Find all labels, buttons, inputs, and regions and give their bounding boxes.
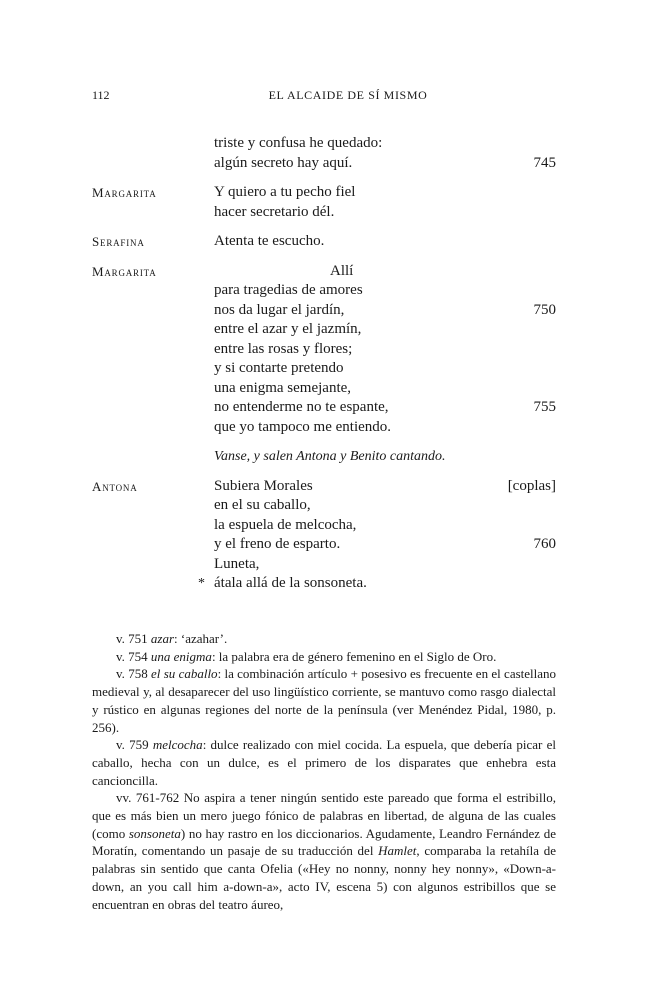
verse-text: Y quiero a tu pecho fiel: [214, 184, 356, 200]
footnote-term: melcocha: [152, 737, 203, 753]
footnote: [92, 630, 556, 648]
verse-line: [92, 555, 556, 575]
verse-line: [92, 232, 556, 252]
running-title: EL ALCAIDE DE SÍ MISMO: [268, 88, 428, 102]
play-text: [92, 134, 556, 594]
speaker-name: Margarita: [92, 263, 157, 279]
footnote-term: Hamlet: [378, 843, 417, 859]
verse-text: algún secreto hay aquí.: [214, 154, 353, 171]
verse-text: que yo tampoco me entiendo.: [214, 418, 392, 435]
verse-text: y si contarte pretendo: [214, 360, 344, 376]
verse-line: [92, 535, 556, 555]
footnote-ref: v. 759: [116, 737, 149, 753]
verse-line: [92, 320, 556, 340]
verse-line: [92, 359, 556, 379]
footnote-term: el su caballo: [151, 666, 218, 682]
verse-line: [92, 398, 556, 418]
verse-text: la espuela de melcocha,: [214, 516, 357, 533]
footnote-text: : la palabra era de género femenino en el Siglo de Oro.: [211, 648, 497, 664]
verse-line: [92, 477, 556, 497]
verse-text: no entenderme no te espante,: [214, 399, 389, 415]
footnote-term: sonsoneta: [128, 825, 181, 841]
verse-line: [92, 340, 556, 360]
speech-block: [92, 477, 556, 594]
page-header: [92, 88, 556, 104]
verse-line: [92, 574, 556, 594]
footnote: [92, 648, 556, 666]
footnote-ref: v. 754: [116, 648, 148, 664]
footnote-term: una enigma: [150, 648, 212, 664]
verse-text: una enigma semejante,: [214, 379, 352, 396]
footnote: [92, 665, 556, 736]
verse-line: [92, 203, 556, 223]
verse-text: hacer secretario dél.: [214, 203, 335, 220]
verse-text: y el freno de esparto.: [214, 536, 341, 552]
footnotes: [92, 630, 556, 913]
asterisk-mark: *: [198, 576, 205, 591]
verse-line: [92, 496, 556, 516]
speech-block: [92, 262, 556, 467]
speaker-name: Serafina: [92, 234, 145, 249]
verse-text: entre las rosas y flores;: [214, 340, 353, 357]
footnote-text: : la combinación artículo + posesivo es frecuente en el castellano medieval y, al desaparecer del uso lingüístico corriente, se mantuvo como rasgo dialectal y rústico en algunas regiones del norte de la península (ver Menéndez Pidal, 1980, p. 256).: [92, 666, 557, 735]
verse-line: [92, 183, 556, 203]
speaker-name: Antona: [92, 478, 138, 494]
verse-text: nos da lugar el jardín,: [214, 301, 345, 318]
speaker-name: Margarita: [92, 185, 157, 200]
footnote-ref: vv. 761-762: [116, 790, 180, 806]
verse-line: [92, 262, 556, 282]
verse-text: Subiera Morales: [214, 477, 313, 494]
verse-text: en el su caballo,: [214, 497, 311, 513]
speech-block: [92, 183, 556, 222]
page-number: 112: [92, 88, 110, 102]
verse-text: Atenta te escucho.: [214, 233, 325, 249]
verse-line: [92, 281, 556, 301]
speech-block: [92, 232, 556, 252]
speech-block: [92, 134, 556, 173]
verse-line: [92, 379, 556, 399]
footnote-text: : ‘azahar’.: [174, 631, 228, 646]
verse-text: para tragedias de amores: [214, 282, 363, 298]
footnote-text: No aspira a tener ningún sentido este pareado que forma el estribillo, que es más bien un mero juego fónico de palabras en libertad, de alguna de las cuales (como: [92, 790, 556, 841]
verse-text: Allí: [330, 262, 354, 279]
footnote-term: azar: [150, 631, 175, 646]
verse-line: [92, 154, 556, 174]
footnote: [92, 789, 556, 913]
stage-direction: Vanse, y salen Antona y Benito cantando.: [214, 449, 446, 464]
verse-number: [coplas]: [507, 477, 556, 494]
verse-text: Luneta,: [214, 555, 260, 572]
footnote-text: : dulce realizado con miel cocida. La espuela, que debería picar el caballo, hecha con un dulce, es el primero de los disparates que enhebra esta cancioncilla.: [92, 737, 556, 788]
verse-text: triste y confusa he quedado:: [214, 135, 383, 151]
verse-line: [92, 418, 556, 438]
footnote-text: ) no hay rastro en los diccionarios. Agudamente, Leandro Fernández de Moratín, comentando un pasaje de su traducción del: [92, 825, 556, 859]
footnote-text: , comparaba la retahíla de palabras sin sentido que canta Ofelia («Hey no nonny, nonny hey nonny», «Down-a-down, an you call him a-down-a», acto IV, escena 5) con algunos estribillos que se encuentran en obras del teatro áureo,: [92, 843, 556, 912]
verse-line: [92, 516, 556, 536]
verse-number: 760: [533, 536, 556, 552]
verse-number: 745: [533, 154, 556, 171]
footnote-ref: v. 758: [116, 666, 148, 682]
verse-number: 755: [533, 399, 556, 415]
verse-text: átala allá de la sonsoneta.: [214, 575, 367, 591]
verse-line: [92, 301, 556, 321]
footnote: [92, 736, 556, 789]
verse-number: 750: [533, 301, 556, 318]
verse-line: [92, 134, 556, 154]
footnote-ref: v. 751: [116, 631, 148, 646]
verse-text: entre el azar y el jazmín,: [214, 321, 362, 337]
